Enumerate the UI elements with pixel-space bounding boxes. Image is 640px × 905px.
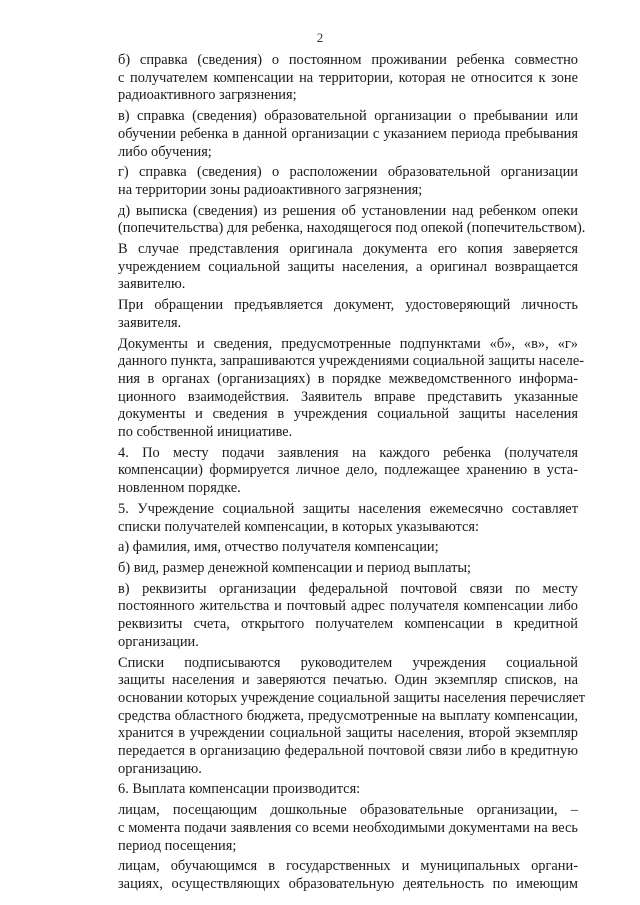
text-line: компенсации) формируется личное дело, подлежащее хранению в уста- xyxy=(118,462,578,479)
text-line: лицам, обучающимся в государственных и муниципальных органи- xyxy=(118,858,578,875)
text-line: 6. Выплата компенсации производится: xyxy=(118,781,361,798)
text-line: радиоактивного загрязнения; xyxy=(118,87,297,104)
text-line: г) справка (сведения) о расположении образовательной организации xyxy=(118,164,578,181)
text-line: постоянного жительства и почтовый адрес получателя компенсации либо xyxy=(118,598,578,615)
text-line: учреждением социальной защиты населения, а оригинал возвращается xyxy=(118,258,578,275)
paragraph xyxy=(88,654,585,779)
text-line: период посещения; xyxy=(118,837,237,854)
text-line: новленном порядке. xyxy=(118,480,241,497)
text-line: (попечительства) для ребенка, находящегося под опекой (попечительством). xyxy=(118,220,586,237)
text-line: организации. xyxy=(118,633,199,650)
text-line: б) справка (сведения) о постоянном проживании ребенка совместно xyxy=(118,52,578,68)
paragraph xyxy=(88,501,578,536)
text-line: заявителя. xyxy=(118,314,182,331)
page-number: 2 xyxy=(316,30,324,45)
paragraph xyxy=(88,781,578,799)
paragraph xyxy=(88,539,578,557)
paragraph xyxy=(88,202,586,238)
text-line: реквизиты счета, открытого получателем компенсации в кредитной xyxy=(118,616,578,633)
text-line: средства областного бюджета, предусмотренные на выплату компенсации, xyxy=(118,707,578,724)
text-line: Списки подписываются руководителем учреждения социальной xyxy=(118,654,578,671)
paragraph xyxy=(88,858,578,893)
paragraph xyxy=(88,560,578,578)
text-line: Документы и сведения, предусмотренные подпунктами «б», «в», «г» xyxy=(118,335,578,352)
text-line: В случае представления оригинала документа его копия заверяется xyxy=(118,241,578,258)
text-line: б) вид, размер денежной компенсации и период выплаты; xyxy=(118,559,472,576)
text-line: либо обучения; xyxy=(118,143,212,160)
text-line: в) реквизиты организации федеральной почтовой связи по месту xyxy=(118,580,578,597)
text-line: с момента подачи заявления со всеми необходимыми документами на весь xyxy=(118,819,578,836)
text-line: списки получателей компенсации, в которых указываются: xyxy=(118,518,480,535)
paragraph xyxy=(88,335,585,442)
text-line: лицам, посещающим дошкольные образовательные организации, – xyxy=(118,802,578,819)
document-body xyxy=(88,52,586,897)
text-line: в) справка (сведения) образовательной организации о пребывании или xyxy=(118,108,578,125)
paragraph xyxy=(88,52,578,105)
paragraph xyxy=(88,297,578,332)
paragraph xyxy=(88,108,578,161)
text-line: организацию. xyxy=(118,760,202,777)
text-line: 4. По месту подачи заявления на каждого ребенка (получателя xyxy=(118,444,578,461)
text-line: на территории зоны радиоактивного загрязнения; xyxy=(118,181,423,198)
text-line: основании которых учреждение социальной защиты населения перечисляет xyxy=(118,689,585,706)
text-line: хранится в учреждении социальной защиты населения, второй экземпляр xyxy=(118,725,578,742)
text-line: по собственной инициативе. xyxy=(118,424,293,441)
text-line: с получателем компенсации на территории, которая не относится к зоне xyxy=(118,69,578,86)
paragraph xyxy=(88,581,578,652)
paragraph xyxy=(88,445,578,498)
text-line: документы и сведения в учреждения социальной защиты населения xyxy=(118,406,578,423)
paragraph xyxy=(88,164,578,199)
text-line: передается в организацию федеральной почтовой связи либо в кредитную xyxy=(118,743,578,760)
text-line: зациях, осуществляющих образовательную деятельность по имеющим xyxy=(118,875,578,892)
text-line: д) выписка (сведения) из решения об установлении над ребенком опеки xyxy=(118,202,578,219)
text-line: 5. Учреждение социальной защиты населения ежемесячно составляет xyxy=(118,500,578,517)
text-line: заявителю. xyxy=(118,276,186,293)
text-line: а) фамилия, имя, отчество получателя компенсации; xyxy=(118,539,439,556)
text-line: данного пункта, запрашиваются учреждениями социальной защиты населе- xyxy=(118,353,585,370)
text-line: ния в органах (организациях) в порядке межведомственного информа- xyxy=(118,370,578,387)
text-line: ционного взаимодействия. Заявитель вправе представить указанные xyxy=(118,388,578,405)
text-line: При обращении предъявляется документ, удостоверяющий личность xyxy=(118,297,578,314)
text-line: обучении ребенка в данной организации с указанием периода пребывания xyxy=(118,125,578,142)
paragraph xyxy=(88,802,578,855)
text-line: защиты населения и заверяются печатью. Один экземпляр списков, на xyxy=(118,672,578,689)
paragraph xyxy=(88,241,578,294)
